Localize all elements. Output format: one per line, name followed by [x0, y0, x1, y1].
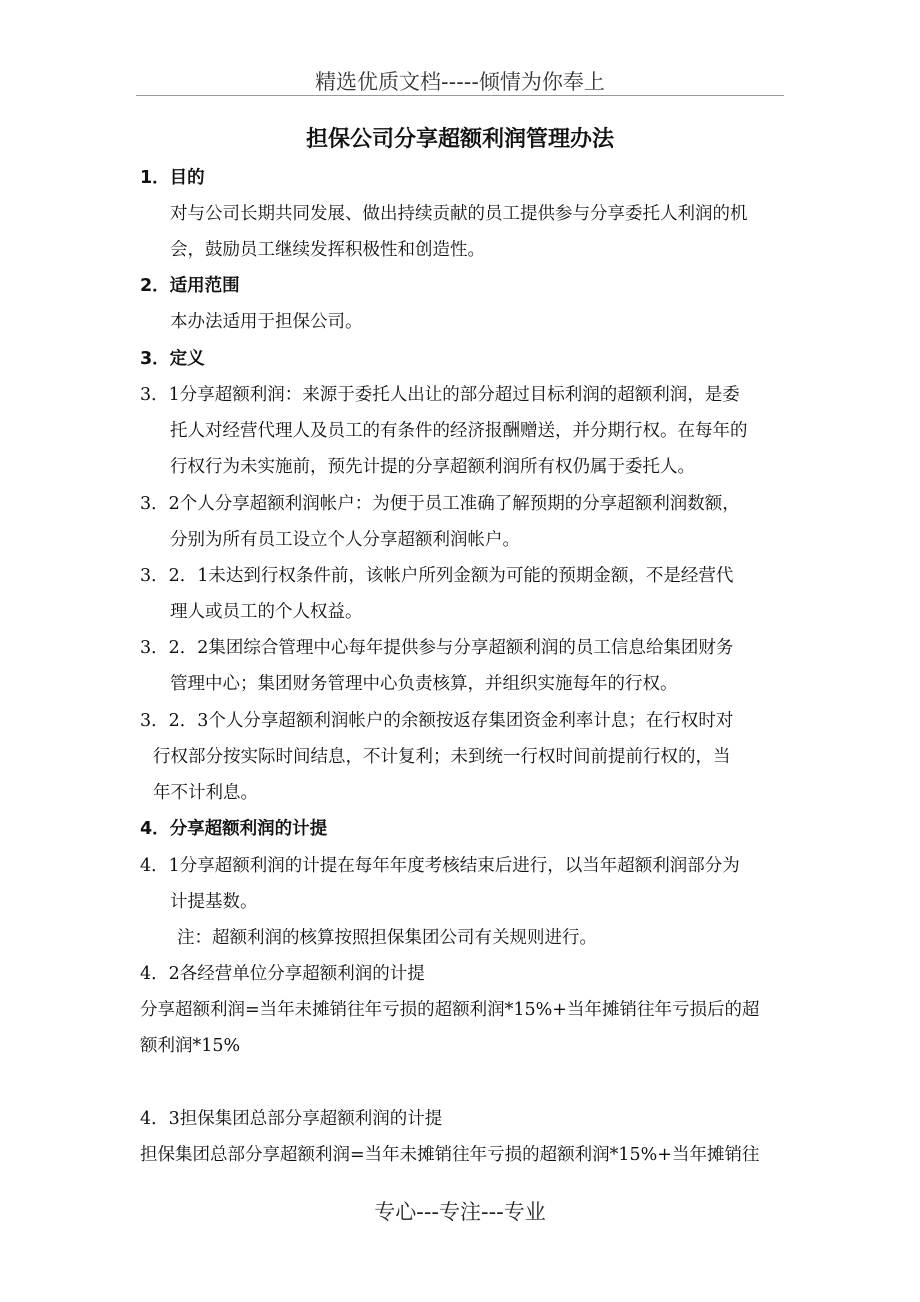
formula-line: 额利润*15%: [140, 1036, 241, 1056]
paragraph-line: 4．2各经营单位分享超额利润的计提: [140, 964, 425, 984]
paragraph-line: 分别为所有员工设立个人分享超额利润帐户。: [170, 530, 520, 550]
formula-line: 分享超额利润=当年未摊销往年亏损的超额利润*15%+当年摊销往年亏损后的超: [140, 1000, 760, 1020]
section-heading: 3．定义: [140, 349, 205, 369]
note-line: 注：超额利润的核算按照担保集团公司有关规则进行。: [177, 928, 597, 948]
paragraph-line: 会，鼓励员工继续发挥积极性和创造性。: [170, 240, 485, 260]
paragraph-line: 3．1分享超额利润：来源于委托人出让的部分超过目标利润的超额利润，是委: [140, 385, 740, 405]
document-title: 担保公司分享超额利润管理办法: [305, 127, 614, 152]
paragraph-line: 3．2．3个人分享超额利润帐户的余额按返存集团资金利率计息；在行权时对: [140, 711, 734, 731]
paragraph-line: 年不计利息。: [153, 783, 258, 803]
section-heading: 2．适用范围: [140, 276, 240, 296]
paragraph-line: 4．1分享超额利润的计提在每年年度考核结束后进行，以当年超额利润部分为: [140, 856, 740, 876]
paragraph-line: 行权部分按实际时间结息，不计复利；未到统一行权时间前提前行权的，当: [153, 747, 731, 767]
page-footer: 专心---专注---专业: [374, 1200, 546, 1224]
paragraph-line: 对与公司长期共同发展、做出持续贡献的员工提供参与分享委托人利润的机: [170, 204, 748, 224]
paragraph-line: 理人或员工的个人权益。: [170, 602, 363, 622]
formula-line: 担保集团总部分享超额利润=当年未摊销往年亏损的超额利润*15%+当年摊销往: [140, 1145, 760, 1165]
page-header: 精选优质文档-----倾情为你奉上: [315, 70, 605, 94]
paragraph-line: 3．2个人分享超额利润帐户：为便于员工准确了解预期的分享超额利润数额，: [140, 494, 740, 514]
paragraph-line: 行权行为未实施前，预先计提的分享超额利润所有权仍属于委托人。: [170, 457, 695, 477]
paragraph-line: 3．2．2集团综合管理中心每年提供参与分享超额利润的员工信息给集团财务: [140, 638, 734, 658]
section-heading: 1．目的: [140, 168, 205, 188]
paragraph-line: 托人对经营代理人及员工的有条件的经济报酬赠送，并分期行权。在每年的: [170, 421, 748, 441]
paragraph-line: 4．3担保集团总部分享超额利润的计提: [140, 1109, 443, 1129]
header-divider: [136, 95, 784, 96]
section-heading: 4．分享超额利润的计提: [140, 819, 328, 839]
paragraph-line: 3．2．1未达到行权条件前，该帐户所列金额为可能的预期金额，不是经营代: [140, 566, 734, 586]
paragraph-line: 管理中心；集团财务管理中心负责核算，并组织实施每年的行权。: [170, 674, 678, 694]
paragraph-line: 本办法适用于担保公司。: [170, 312, 363, 332]
paragraph-line: 计提基数。: [170, 892, 258, 912]
